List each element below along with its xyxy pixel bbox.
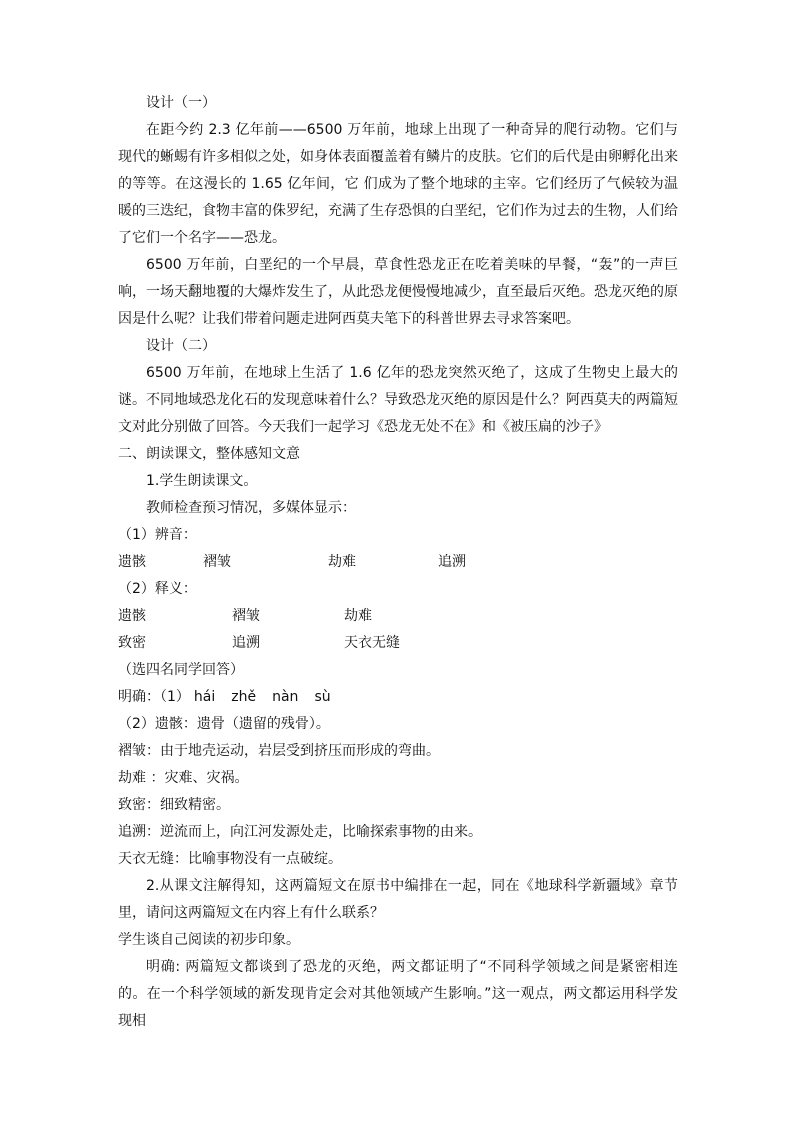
def-word: 劫难 [344, 608, 372, 624]
pinyin-su: sù [314, 689, 331, 705]
definition-row-2 [118, 630, 678, 657]
document-body [118, 90, 678, 1035]
pron-word: 褶皱 [203, 554, 231, 570]
pron-word: 追溯 [438, 554, 466, 570]
answer-zhimi: 致密：细致精密。 [118, 797, 230, 813]
answer-jienan: 劫难 ：灾难、灾祸。 [118, 770, 249, 786]
select-students-note: （选四名同学回答） [118, 662, 244, 678]
pinyin-hai: hái [193, 689, 216, 705]
section2-heading: 二、朗读课文，整体感知文意 [118, 446, 300, 462]
student-impression: 学生谈自己阅读的初步印象。 [118, 932, 300, 948]
def-word: 追溯 [232, 635, 260, 651]
def-word: 致密 [118, 635, 146, 651]
design1-paragraph-1: 在距今约 2.3 亿年前——6500 万年前，地球上出现了一种奇异的爬行动物。它们与现代的蜥蜴有许多相似之处，如身体表面覆盖着有鳞片的皮肤。它们的后代是由卵孵化出来的等等。在这漫长的 1.65 亿年间，它 们成为了整个地球的主宰。它们经历了气候较为温暖的三迭纪，食物丰富的侏罗纪，充满了生存恐惧的白垩纪，它们作为过去的生物，人们给了它们一个名字——恐龙。 [118, 122, 678, 246]
design1-paragraph-2: 6500 万年前，白垩纪的一个早晨，草食性恐龙正在吃着美味的早餐，“轰”的一声巨响，一场天翻地覆的大爆炸发生了，从此恐龙便慢慢地减少，直至最后灭绝。恐龙灭绝的原因是什么呢？让我们带着问题走进阿西莫夫笔下的科普世界去寻求答案吧。 [118, 257, 678, 327]
pronunciation-words [118, 549, 678, 576]
clarify-label: 明确：（1） [118, 689, 190, 705]
item1-read-aloud: 1.学生朗读课文。 [146, 473, 258, 489]
design2-heading: 设计（二） [146, 338, 216, 354]
answer-zhuisu: 追溯：逆流而上，向江河发源处走，比喻探索事物的由来。 [118, 824, 482, 840]
def-word: 遗骸 [118, 608, 146, 624]
definition-row-1 [118, 603, 678, 630]
answer-yihai: （2）遗骸：遗骨（遗留的残骨）。 [118, 716, 330, 732]
design2-paragraph-1: 6500 万年前，在地球上生活了 1.6 亿年的恐龙突然灭绝了，这成了生物史上最大的谜。不同地域恐龙化石的发现意味着什么？导致恐龙灭绝的原因是什么？阿西莫夫的两篇短文对此分别做了回答。今天我们一起学习《恐龙无处不在》和《被压扁的沙子》 [118, 365, 678, 435]
definition-heading: （2）释义： [118, 581, 197, 597]
pronunciation-heading: （1）辨音： [118, 527, 197, 543]
pinyin-zhe: zhě [231, 689, 257, 705]
clarify-pinyin-line [118, 684, 678, 711]
def-word: 褶皱 [232, 608, 260, 624]
pron-word: 劫难 [328, 554, 356, 570]
clarify2-paragraph: 明确: 两篇短文都谈到了恐龙的灭绝，两文都证明了“不同科学领域之间是紧密相连的。在一个科学领域的新发现肯定会对其他领域产生影响。”这一观点，两文都运用科学发现相 [118, 959, 678, 1029]
item2-question: 2.从课文注解得知，这两篇短文在原书中编排在一起，同在《地球科学新疆域》章节里，请问这两篇短文在内容上有什么联系？ [118, 878, 678, 921]
answer-tianyiwufeng: 天衣无缝：比喻事物没有一点破绽。 [118, 851, 342, 867]
answer-zhezhou: 褶皱：由于地壳运动，岩层受到挤压而形成的弯曲。 [118, 743, 440, 759]
pron-word: 遗骸 [118, 554, 146, 570]
def-word: 天衣无缝 [344, 635, 400, 651]
pinyin-nan: nàn [272, 689, 299, 705]
teacher-check: 教师检查预习情况，多媒体显示： [146, 500, 356, 516]
design1-heading: 设计（一） [146, 95, 216, 111]
